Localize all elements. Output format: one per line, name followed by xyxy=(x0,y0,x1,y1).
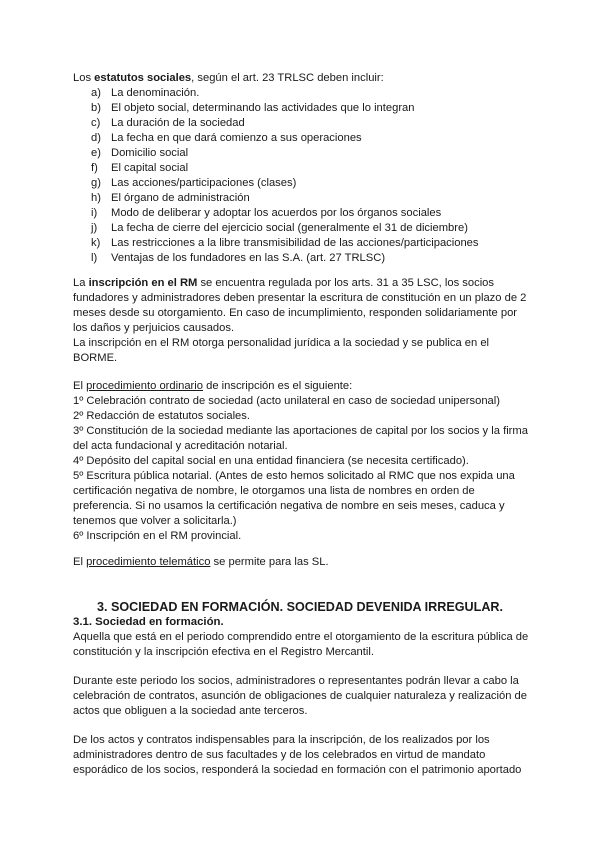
procedimiento-pre: El xyxy=(73,380,87,392)
list-item xyxy=(73,206,543,221)
paragraph-line xyxy=(73,276,543,291)
estatutos-list xyxy=(73,86,543,266)
list-item xyxy=(73,86,543,101)
inscripcion-line: los daños y perjuicios causados. xyxy=(73,322,235,334)
list-marker: j) xyxy=(91,222,98,234)
paragraph-line: actos que obliguen a la sociedad ante terceros. xyxy=(73,705,308,717)
list-item xyxy=(73,101,543,116)
procedimiento-ordinario xyxy=(73,379,543,544)
inscripcion-line: se encuentra regulada por los arts. 31 a 35 LSC, los socios xyxy=(197,277,494,289)
procedimiento-post: de inscripción es el siguiente: xyxy=(202,380,353,392)
list-item xyxy=(73,236,543,251)
list-item xyxy=(73,146,543,161)
paragraph-line: Aquella que está en el periodo comprendido entre el otorgamiento de la escritura pública de xyxy=(73,631,529,643)
procedimiento-telematico xyxy=(73,555,540,570)
list-marker: c) xyxy=(91,117,101,129)
list-item xyxy=(73,116,543,131)
list-item-text: La fecha en que dará comienzo a sus operaciones xyxy=(111,132,362,144)
paragraph-line xyxy=(73,379,543,394)
estatutos-intro-pre: Los xyxy=(73,72,95,84)
list-item xyxy=(73,176,543,191)
inscripcion-line: BORME. xyxy=(73,352,118,364)
inscripcion-line: La inscripción en el RM otorga personalidad jurídica a la sociedad y se publica en el xyxy=(73,337,490,349)
section3-paragraph-3 xyxy=(73,733,543,778)
inscripcion-bold: inscripción en el RM xyxy=(88,277,198,289)
paragraph-line: constitución y la inscripción efectiva en el Registro Mercantil. xyxy=(73,646,374,658)
list-item-text: La fecha de cierre del ejercicio social (generalmente el 31 de diciembre) xyxy=(111,222,468,234)
list-marker: a) xyxy=(91,87,101,99)
procedimiento-line: certificación negativa de nombre, le otorgamos una lista de nombres en orden de xyxy=(73,485,475,497)
paragraph-line: De los actos y contratos indispensables para la inscripción, de los realizados por los xyxy=(73,734,490,746)
paragraph-line: administradores dentro de sus facultades y de los celebrados en virtud de mandato xyxy=(73,749,486,761)
list-marker: l) xyxy=(91,252,98,264)
list-marker: e) xyxy=(91,147,101,159)
list-item xyxy=(73,251,543,266)
procedimiento-line: preferencia. Si no usamos la certificación negativa de nombre en seis meses, caduca y xyxy=(73,500,505,512)
inscripcion-line: meses desde su otorgamiento. En caso de incumplimiento, responden solidariamente por xyxy=(73,307,518,319)
estatutos-intro xyxy=(73,71,540,86)
list-item-text: Modo de deliberar y adoptar los acuerdos por los órganos sociales xyxy=(111,207,442,219)
list-item xyxy=(73,161,543,176)
list-marker: b) xyxy=(91,102,101,114)
list-marker: g) xyxy=(91,177,101,189)
list-marker: f) xyxy=(91,162,98,174)
paragraph-line: Durante este periodo los socios, administradores o representantes podrán llevar a cabo la xyxy=(73,675,519,687)
telematico-underlined: procedimiento telemático xyxy=(86,556,211,568)
procedimiento-underlined: procedimiento ordinario xyxy=(86,380,203,392)
procedimiento-line: 2º Redacción de estatutos sociales. xyxy=(73,410,250,422)
list-item xyxy=(73,131,543,146)
subsection-heading: 3.1. Sociedad en formación. xyxy=(73,616,224,628)
procedimiento-line: del acta fundacional y acreditación notarial. xyxy=(73,440,288,452)
procedimiento-line: 4º Depósito del capital social en una entidad financiera (se necesita certificado). xyxy=(73,455,469,467)
procedimiento-line: tenemos que volver a solicitarla.) xyxy=(73,515,237,527)
list-item xyxy=(73,191,543,206)
list-marker: d) xyxy=(91,132,101,144)
telematico-post: se permite para las SL. xyxy=(210,556,329,568)
inscripcion-line: fundadores y administradores deben presentar la escritura de constitución en un plazo de 2 xyxy=(73,292,527,304)
paragraph-line: esporádico de los socios, responderá la sociedad en formación con el patrimonio aportado xyxy=(73,764,522,776)
procedimiento-line: 6º Inscripción en el RM provincial. xyxy=(73,530,242,542)
procedimiento-line: 5º Escritura pública notarial. (Antes de esto hemos solicitado al RMC que nos expida una xyxy=(73,470,515,482)
list-item-text: Las acciones/participaciones (clases) xyxy=(111,177,297,189)
procedimiento-line: 1º Celebración contrato de sociedad (acto unilateral en caso de sociedad unipersonal) xyxy=(73,395,500,407)
paragraph-line: celebración de contratos, asunción de obligaciones de cualquier naturaleza y realización de xyxy=(73,690,528,702)
inscripcion-paragraph xyxy=(73,276,543,366)
list-item-text: El órgano de administración xyxy=(111,192,250,204)
section-heading: 3. SOCIEDAD EN FORMACIÓN. SOCIEDAD DEVENIDA IRREGULAR. xyxy=(96,600,504,614)
list-item xyxy=(73,221,543,236)
list-item-text: El capital social xyxy=(111,162,189,174)
list-item-text: Domicilio social xyxy=(111,147,189,159)
list-item-text: Ventajas de los fundadores en las S.A. (art. 27 TRLSC) xyxy=(111,252,386,264)
list-marker: i) xyxy=(91,207,98,219)
section3-paragraph-1 xyxy=(73,630,543,660)
list-marker: k) xyxy=(91,237,101,249)
estatutos-intro-post: , según el art. 23 TRLSC deben incluir: xyxy=(191,72,384,84)
list-item-text: La denominación. xyxy=(111,87,200,99)
list-item-text: El objeto social, determinando las actividades que lo integran xyxy=(111,102,415,114)
list-item-text: La duración de la sociedad xyxy=(111,117,245,129)
estatutos-intro-bold: estatutos sociales xyxy=(94,72,192,84)
list-marker: h) xyxy=(91,192,101,204)
inscripcion-pre: La xyxy=(73,277,89,289)
section3-paragraph-2 xyxy=(73,674,543,719)
procedimiento-line: 3º Constitución de la sociedad mediante las aportaciones de capital por los socios y la firma xyxy=(73,425,528,437)
list-item-text: Las restricciones a la libre transmisibilidad de las acciones/participaciones xyxy=(111,237,479,249)
telematico-pre: El xyxy=(73,556,87,568)
